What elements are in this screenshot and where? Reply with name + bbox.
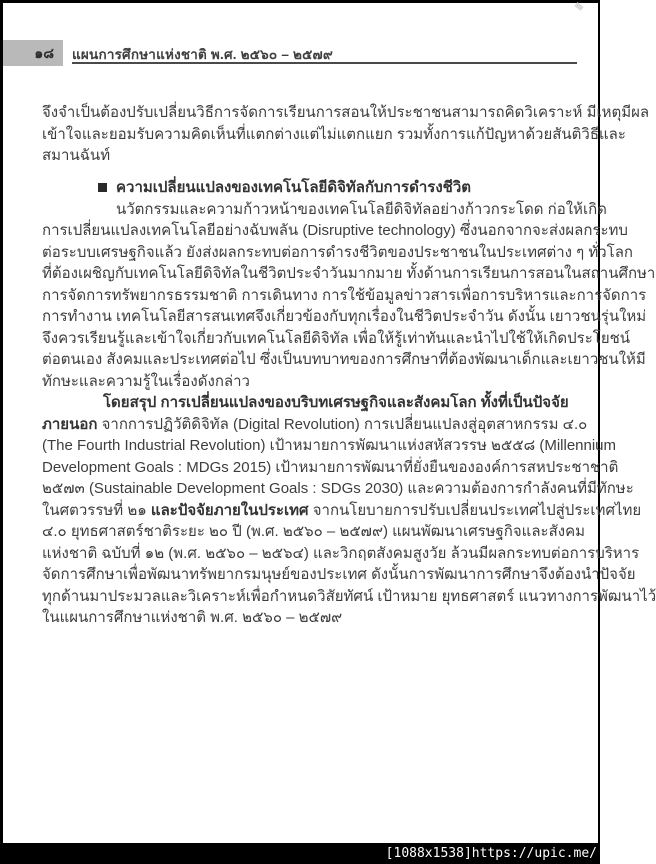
text-line — [42, 500, 642, 522]
text-line: (The Fourth Industrial Revolution) เป้าหมายการพัฒนาแห่งสหัสวรรษ ๒๕๕๘ (Millennium — [42, 437, 617, 454]
body-text — [42, 102, 656, 629]
text-line: จึงจำเป็นต้องปรับเปลี่ยนวิธีการจัดการเรียนการสอนให้ประชาชนสามารถคิดวิเคราะห์ มีเหตุมีผล — [42, 104, 650, 121]
text-line: การจัดการทรัพยากรธรรมชาติ การเดินทาง การใช้ข้อมูลข่าวสารเพื่อการบริหารและการจัดการ — [42, 286, 647, 304]
text-line: การทำงาน เทคโนโลยีสารสนเทศจึงเกี่ยวข้องกับทุกเรื่องในชีวิตประจำวัน ดังนั้น เยาวชนรุ่นใหม่ — [42, 308, 647, 325]
text-line: Development Goals : MDGs 2015) เป้าหมายการพัฒนาที่ยั่งยืนขององค์การสหประชาชาติ — [42, 458, 619, 476]
text-line: ๔.๐ ยุทธศาสตร์ชาติระยะ ๒๐ ปี (พ.ศ. ๒๕๖๐ – ๒๕๗๙) แผนพัฒนาเศรษฐกิจและสังคม — [42, 523, 585, 540]
text-line — [42, 414, 588, 436]
text-line: ทักษะและความรู้ในเรื่องดังกล่าว — [42, 372, 250, 390]
text-line: ทุกด้านมาประมวลและวิเคราะห์เพื่อกำหนดวิสัยทัศน์ เป้าหมาย ยุทธศาสตร์ แนวทางการพัฒนาไว้ — [42, 587, 656, 605]
square-bullet-icon — [98, 183, 107, 192]
header-title: แผนการศึกษาแห่งชาติ พ.ศ. ๒๕๖๐ – ๒๕๗๙ — [72, 47, 333, 62]
document-page — [3, 3, 656, 843]
page-number-box — [3, 40, 63, 66]
watermark-text: [1088x1538]https://upic.me/ — [385, 846, 597, 861]
paragraph-1 — [42, 102, 650, 167]
paragraph-2 — [42, 199, 656, 393]
bold-text: โดยสรุป การเปลี่ยนแปลงของบริบทเศรษฐกิจและสังคมโลก ทั้งที่เป็นปัจจัย — [103, 394, 569, 411]
page-number: ๑๘ — [34, 45, 54, 61]
text-line: ในแผนการศึกษาแห่งชาติ พ.ศ. ๒๕๖๐ – ๒๕๗๙ — [42, 609, 343, 626]
section-heading-text: ความเปลี่ยนแปลงของเทคโนโลยีดิจิทัลกับการดำรงชีวิต — [116, 179, 472, 196]
header-rule — [72, 62, 577, 64]
paragraph-3 — [42, 392, 656, 629]
text-line: จัดการศึกษาเพื่อพัฒนาทรัพยากรมนุษย์ของประเทศ ดังนั้นการพัฒนาการศึกษาจึงต้องนำปัจจัย — [42, 566, 636, 583]
text-line: ที่ต้องเผชิญกับเทคโนโลยีดิจิทัลในชีวิตประจำวันมากมาย ทั้งด้านการเรียนการสอนในสถานศึกษา — [42, 265, 656, 282]
regular-text: จากการปฏิวัติดิจิทัล (Digital Revolution) การเปลี่ยนแปลงสู่อุตสาหกรรม ๔.๐ — [97, 415, 588, 433]
text-line: นวัตกรรมและความก้าวหน้าของเทคโนโลยีดิจิทัลอย่างก้าวกระโดด ก่อให้เกิด — [116, 200, 607, 218]
regular-text: จากนโยบายการปรับเปลี่ยนประเทศไปสู่ประเทศไทย — [308, 501, 642, 519]
section-heading — [42, 177, 570, 199]
regular-text: ในศตวรรษที่ ๒๑ — [42, 501, 151, 519]
text-line: การเปลี่ยนแปลงเทคโนโลยีอย่างฉับพลัน (Disruptive technology) ซึ่งนอกจากจะส่งผลกระทบ — [42, 222, 628, 239]
text-line: เข้าใจและยอมรับความคิดเห็นที่แตกต่างแต่ไม่แตกแยก รวมทั้งการแก้ปัญหาด้วยสันติวิธีและ — [42, 125, 626, 143]
text-line: สมานฉันท์ — [42, 147, 111, 164]
text-line: ๒๕๗๓ (Sustainable Development Goals : SDGs 2030) และความต้องการกำลังคนที่มีทักษะ — [42, 480, 634, 497]
text-line — [42, 392, 570, 414]
bold-text: ภายนอก — [42, 415, 98, 433]
text-line: แห่งชาติ ฉบับที่ ๑๒ (พ.ศ. ๒๕๖๐ – ๒๕๖๔) และวิกฤตสังคมสูงวัย ล้วนมีผลกระทบต่อการบริหาร — [42, 544, 640, 562]
bold-text: และปัจจัยภายในประเทศ — [150, 501, 309, 519]
text-line: ต่อตนเอง สังคมและประเทศต่อไป ซึ่งเป็นบทบาทของการศึกษาที่ต้องพัฒนาเด็กและเยาวชนให้มี — [42, 351, 646, 368]
watermark-bar — [0, 843, 600, 864]
text-line: ต่อระบบเศรษฐกิจแล้ว ยังส่งผลกระทบต่อการดำรงชีวิตของประชาชนในประเทศต่าง ๆ ทั่วโลก — [42, 243, 634, 261]
text-line: จึงควรเรียนรู้และเข้าใจเกี่ยวกับเทคโนโลยีดิจิทัล เพื่อให้รู้เท่าทันและนำไปใช้ให้เกิดประโยชน์ — [42, 329, 631, 347]
scan-artifact — [574, 2, 583, 11]
